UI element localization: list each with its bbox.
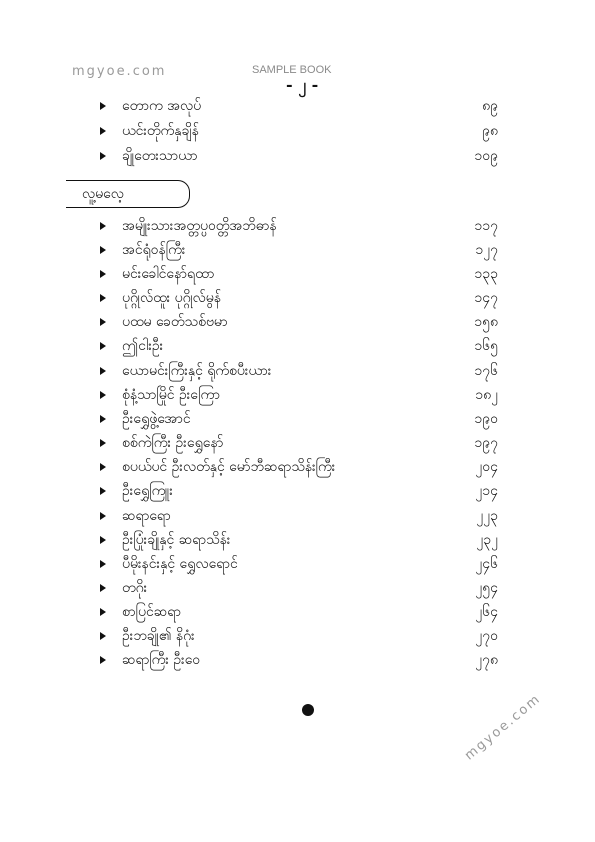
toc-entry-title: ပထမ ခေတ်သစ်ဗမာ [122,313,228,330]
toc-entry-title: ဦးရွှေကြူး [122,482,173,499]
toc-entry [100,650,498,670]
bullet-icon [100,246,106,254]
toc-entry [100,216,498,236]
toc-entry [100,121,498,141]
toc-entry-page: ၁၇၆ [474,362,498,379]
toc-entry [100,264,498,284]
toc-entry [100,481,498,501]
toc-entry-page: ၂၄၆ [475,555,498,572]
toc-entry-page: ၂၁၄ [475,482,498,499]
bullet-icon [100,584,106,592]
toc-entry-page: ၁၄၇ [474,289,498,306]
toc-entry [100,409,498,429]
bullet-icon [100,632,106,640]
watermark-top: mgyoe.com [72,64,167,79]
toc-entry-title: စပယ်ပင် ဦးလတ်နှင့် မော်ဘီဆရာသိန်းကြီး [122,458,336,475]
bullet-icon [100,318,106,326]
bullet-icon [100,367,106,375]
bullet-icon [100,127,106,135]
bullet-icon [100,487,106,495]
toc-entry-page: ၂၇၀ [475,627,498,644]
toc-entry [100,361,498,381]
toc-entry [100,146,498,166]
toc-entry [100,385,498,405]
toc-entry-title: ဆရာရော [122,507,171,524]
bullet-icon [100,439,106,447]
toc-entry-page: ၁၀၉ [474,147,498,164]
toc-entry [100,626,498,646]
toc-entry-title: ချိုတေးသာယာ [122,147,198,164]
toc-entry [100,457,498,477]
toc-entry-title: စုံနံ့သာမြိုင် ဦးကြော [122,386,220,403]
toc-entry-title: အမျိုးသားအတ္တပ္ပဝတ္တိအဘိဓာန် [122,217,277,234]
toc-entry [100,506,498,526]
bullet-icon [100,102,106,110]
toc-entry-title: တောက အလုပ် [122,97,202,114]
toc-entry-title: အင်ရုံဝန်ကြီး [122,241,186,258]
toc-entry-page: ၁၂၇ [475,241,498,258]
toc-entry [100,530,498,550]
bullet-icon [100,152,106,160]
toc-entry [100,578,498,598]
bullet-icon [100,463,106,471]
toc-entry-page: ၁၅၈ [474,313,498,330]
bullet-icon [100,656,106,664]
end-dot [302,704,314,716]
toc-entry-title: စာပြင်ဆရာ [122,603,182,620]
toc-entry [100,336,498,356]
toc-entry-page: ၈၉ [482,97,498,114]
bullet-icon [100,512,106,520]
toc-entry-title: တဂိုး [122,579,148,596]
page-number: - ၂ - [286,75,319,94]
toc-entry [100,288,498,308]
toc-entry [100,240,498,260]
toc-entry-title: စစ်ကဲကြီး ဦးရွှေနော် [122,434,224,451]
toc-entry-title: ဦးရွှေဖွဲ့အောင် [122,410,191,427]
toc-entry-page: ၁၈၂ [475,386,498,403]
bullet-icon [100,560,106,568]
toc-entry-title: ဦးဘချို၏ နိဂုံး [122,627,195,644]
bullet-icon [100,270,106,278]
bullet-icon [100,294,106,302]
toc-entry-title: ယင်းတိုက်နှချိန် [122,122,199,139]
toc-entry [100,554,498,574]
toc-entry [100,312,498,332]
toc-entry-page: ၁၁၇ [474,217,498,234]
bullet-icon [100,222,106,230]
toc-entry-page: ၂၅၄ [475,579,498,596]
bullet-icon [100,536,106,544]
toc-entry-page: ၁၆၅ [474,337,498,354]
bullet-icon [100,608,106,616]
toc-entry-page: ၁၉၇ [474,434,498,451]
toc-entry-page: ၂၃၂ [476,531,498,548]
toc-entry-page: ၂၀၄ [475,458,498,475]
section-header-title: လူ့မလေ့ [82,186,124,202]
toc-entry-page: ၂၆၄ [475,603,498,620]
toc-entry-title: ပုဂ္ဂိုလ်ထူး ပုဂ္ဂိုလ်မွန် [122,289,222,306]
toc-entry-page: ၁၃၃ [474,265,498,282]
toc-entry-title: ဦးပြုံးချိုနှင့် ဆရာသိန်း [122,531,231,548]
toc-entry-page: ၂၇၈ [475,651,498,668]
toc-entry-title: ပီမိုးနင်းနှင့် ရွှေလရောင် [122,555,238,572]
toc-entry-page: ၉၈ [482,122,498,139]
toc-entry-page: ၁၉၀ [474,410,498,427]
toc-entry [100,96,498,116]
bullet-icon [100,391,106,399]
toc-entry-title: ဤငါးဦး [122,337,164,354]
toc-entry [100,602,498,622]
watermark-rotated: mgyoe.com [462,691,545,764]
sample-book-label: SAMPLE BOOK [252,64,332,76]
bullet-icon [100,342,106,350]
toc-entry [100,433,498,453]
toc-entry-title: ဆရာကြီး ဦးဝေ [122,651,201,668]
toc-entry-page: ၂၂၃ [476,507,498,524]
bullet-icon [100,415,106,423]
toc-entry-title: မင်းခေါင်နော်ရထာ [122,265,215,282]
toc-entry-title: ယောမင်းကြီးနှင့် ရိုက်စပီးယား [122,362,272,379]
